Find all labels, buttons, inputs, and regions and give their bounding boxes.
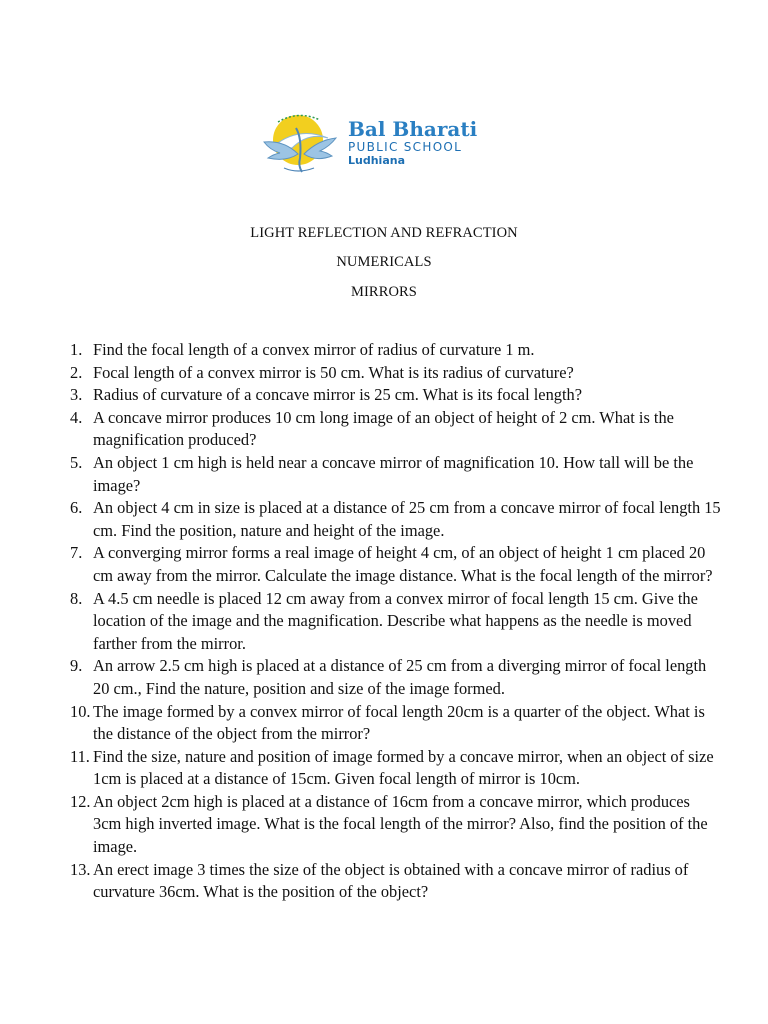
list-item	[70, 859, 722, 904]
question-number: 6.	[70, 498, 83, 518]
document-title: LIGHT REFLECTION AND REFRACTION	[250, 225, 518, 241]
question-number: 13.	[70, 859, 91, 879]
question-text: An arrow 2.5 cm high is placed at a distance of 25 cm from a diverging mirror of focal length 20 cm., Find the nature, position and size of the image formed.	[93, 656, 707, 698]
document-subtitle: NUMERICALS	[336, 254, 432, 270]
question-number: 11.	[70, 746, 90, 766]
list-item	[70, 588, 722, 656]
question-text: A concave mirror produces 10 cm long image of an object of height of 2 cm. What is the magnification produced?	[93, 407, 674, 450]
list-item	[70, 362, 722, 385]
list-item	[70, 384, 722, 407]
school-name: Bal Bharati	[348, 117, 478, 141]
section-heading: MIRRORS	[351, 284, 417, 300]
question-text: An object 1 cm high is held near a concave mirror of magnification 10. How tall will be the image?	[93, 452, 694, 495]
question-text: Radius of curvature of a concave mirror is 25 cm. What is its focal length?	[93, 385, 582, 405]
question-number: 12.	[70, 791, 91, 811]
list-item	[70, 746, 722, 791]
question-number: 4.	[70, 407, 83, 427]
question-number: 5.	[70, 452, 83, 472]
list-item	[70, 497, 722, 542]
question-list	[70, 339, 722, 904]
question-number: 10.	[70, 701, 91, 721]
list-item	[70, 791, 722, 859]
question-text: Find the focal length of a convex mirror of radius of curvature 1 m.	[93, 340, 535, 359]
question-text: An erect image 3 times the size of the object is obtained with a concave mirror of radius of curvature 36cm. What is the position of the object?	[93, 859, 689, 902]
school-emblem-icon	[258, 108, 342, 178]
question-number: 1.	[70, 340, 83, 359]
question-number: 8.	[70, 588, 83, 608]
question-text: An object 4 cm in size is placed at a distance of 25 cm from a concave mirror of focal length 15 cm. Find the position, nature and height of the image.	[93, 498, 721, 540]
school-city: Ludhiana	[348, 154, 405, 167]
question-number: 7.	[70, 543, 83, 563]
list-item	[70, 339, 722, 362]
list-item	[70, 701, 722, 746]
question-text: A 4.5 cm needle is placed 12 cm away from a convex mirror of focal length 15 cm. Give the location of the image and the magnification. Describe what happens as the needle is moved farther from the mirror.	[93, 588, 698, 653]
list-item	[70, 542, 722, 587]
question-number: 9.	[70, 656, 83, 676]
question-text: The image formed by a convex mirror of focal length 20cm is a quarter of the object. What is the distance of the object from the mirror?	[93, 701, 705, 744]
list-item	[70, 655, 722, 700]
question-text: Focal length of a convex mirror is 50 cm. What is its radius of curvature?	[93, 362, 574, 382]
question-text: Find the size, nature and position of image formed by a concave mirror, when an object of size 1cm is placed at a distance of 15cm. Given focal length of mirror is 10cm.	[93, 746, 714, 789]
school-type: PUBLIC SCHOOL	[348, 140, 463, 154]
list-item	[70, 407, 722, 452]
question-number: 2.	[70, 362, 83, 382]
school-logo	[258, 106, 518, 182]
list-item	[70, 452, 722, 497]
question-text: An object 2cm high is placed at a distance of 16cm from a concave mirror, which produces 3cm high inverted image. What is the focal length of the mirror? Also, find the position of the image.	[93, 791, 708, 857]
question-number: 3.	[70, 385, 83, 405]
question-text: A converging mirror forms a real image of height 4 cm, of an object of height 1 cm placed 20 cm away from the mirror. Calculate the image distance. What is the focal length of the mirror?	[93, 543, 713, 585]
